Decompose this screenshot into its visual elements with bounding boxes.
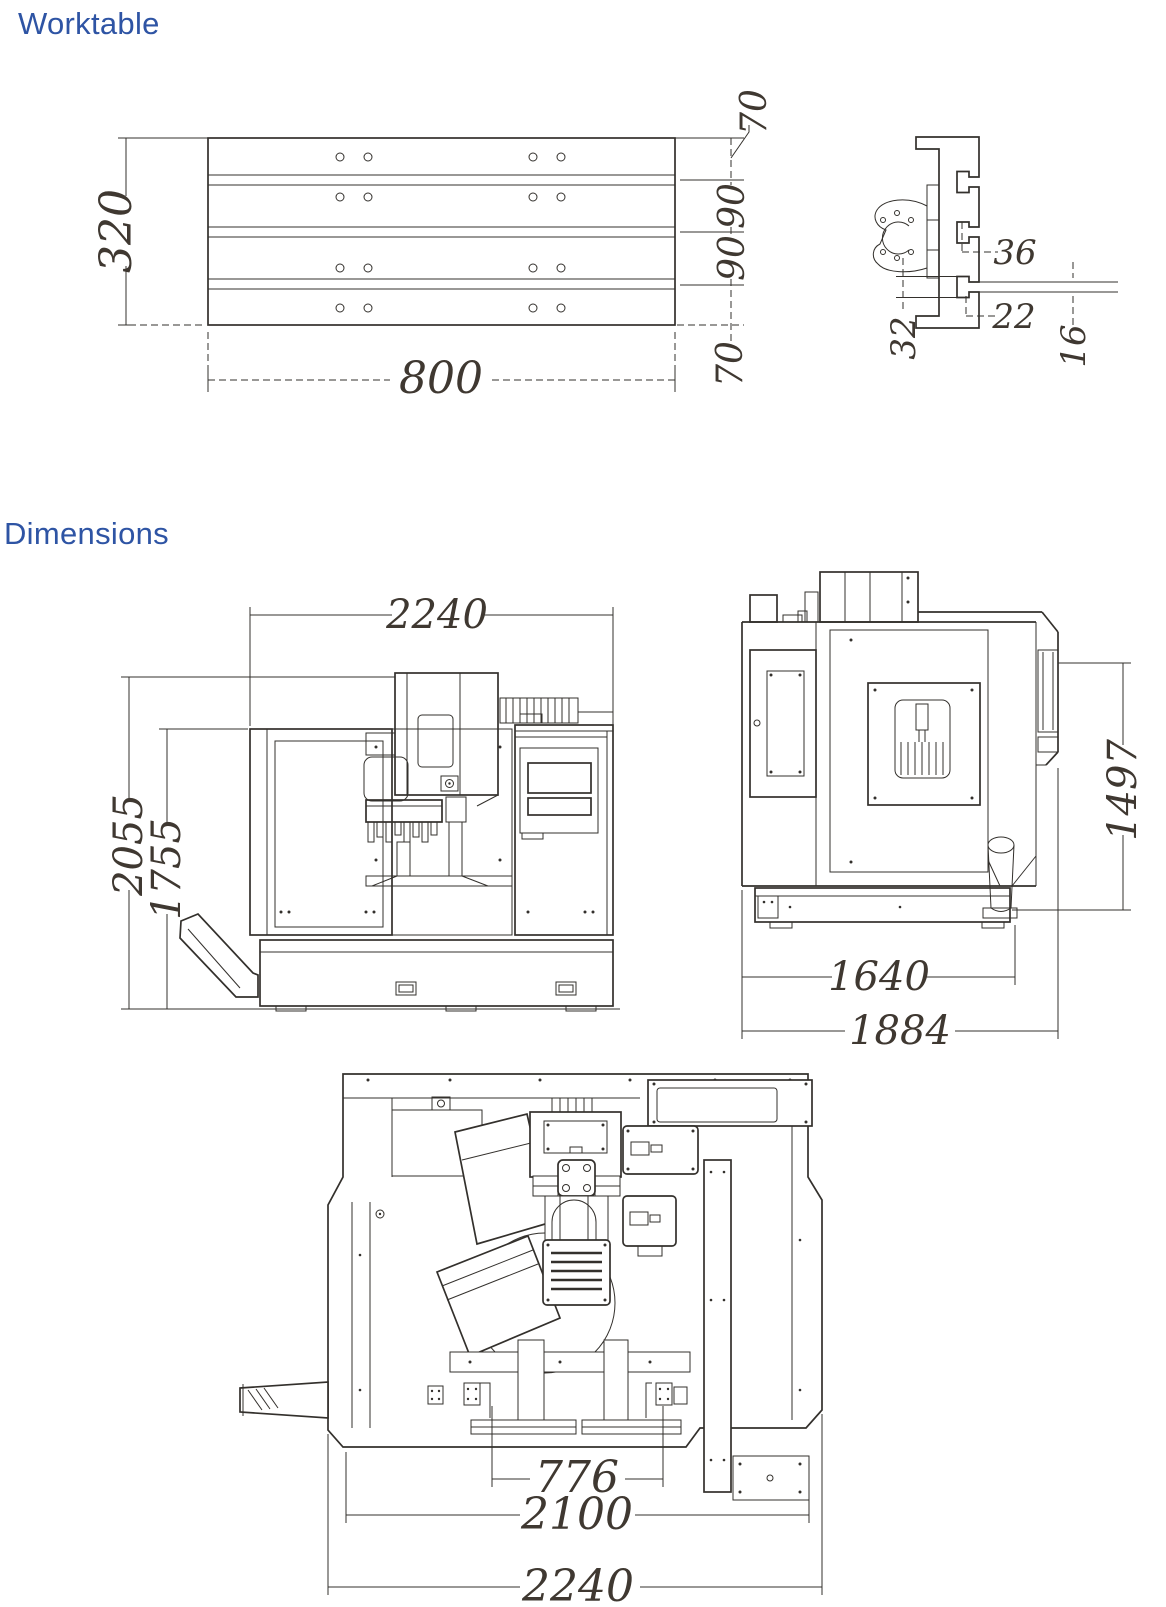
worktable-section-view: [873, 137, 1118, 368]
dim-label-1884: 1884: [849, 1008, 951, 1054]
clamp-bracket: [873, 200, 927, 272]
dim-label-2055: 2055: [106, 794, 152, 896]
dim-label-800: 800: [399, 353, 483, 404]
dim-label-70-bottom: 70: [710, 341, 751, 387]
dim-label-36: 36: [993, 233, 1037, 273]
side-chip-tube: [983, 837, 1017, 918]
worktable-heading: Worktable: [18, 6, 160, 41]
dim-label-90-upper: 90: [712, 183, 753, 229]
dim-label-2240-plan: 2240: [522, 1561, 634, 1607]
mounting-holes: [336, 153, 565, 312]
plan-chip-exit: [240, 1382, 328, 1418]
dim-label-1755: 1755: [144, 818, 190, 920]
plan-top-right-block: [648, 1080, 812, 1126]
side-left-window: [750, 650, 816, 797]
front-right-cabinet: [515, 725, 613, 935]
table-outline: [208, 138, 675, 325]
side-rear-cabinet: [1036, 632, 1058, 765]
dim-label-1640: 1640: [828, 954, 930, 1000]
plan-vent-grille: [543, 1240, 610, 1305]
dim-label-22: 22: [992, 297, 1036, 337]
dim-label-320: 320: [91, 189, 142, 273]
t-slot-profile: [916, 137, 979, 328]
dim-label-16: 16: [1054, 324, 1094, 368]
dim-label-2240-front: 2240: [386, 592, 488, 638]
worktable-top-view: [91, 89, 775, 404]
dim-label-1497: 1497: [1100, 739, 1146, 841]
front-dimensions: [121, 607, 620, 1009]
side-base: [755, 856, 1036, 928]
machine-front-view: [106, 592, 620, 1011]
dim-label-776: 776: [535, 1452, 619, 1503]
slot-pitch-dimensions: [675, 125, 749, 343]
t-slot-lines: [208, 175, 675, 289]
front-tool-magazine: [500, 698, 613, 731]
front-body: [250, 673, 613, 1011]
dim-label-2100: 2100: [521, 1489, 633, 1540]
plan-cross-rail: [450, 1352, 690, 1372]
dim-label-90-lower: 90: [712, 235, 753, 281]
dim-label-70-top: 70: [734, 89, 775, 135]
dimensions-heading: Dimensions: [4, 516, 169, 551]
side-center-panel: [830, 630, 1000, 886]
side-dimensions: [742, 663, 1131, 1039]
machine-side-view: [742, 572, 1146, 1054]
side-body: [742, 572, 1058, 886]
dim-label-32: 32: [884, 316, 924, 360]
front-chip-chute: [180, 914, 258, 997]
machine-plan-view: [240, 1074, 822, 1607]
clamp-blocks: [927, 185, 939, 278]
plan-base-rails: [471, 1420, 681, 1434]
